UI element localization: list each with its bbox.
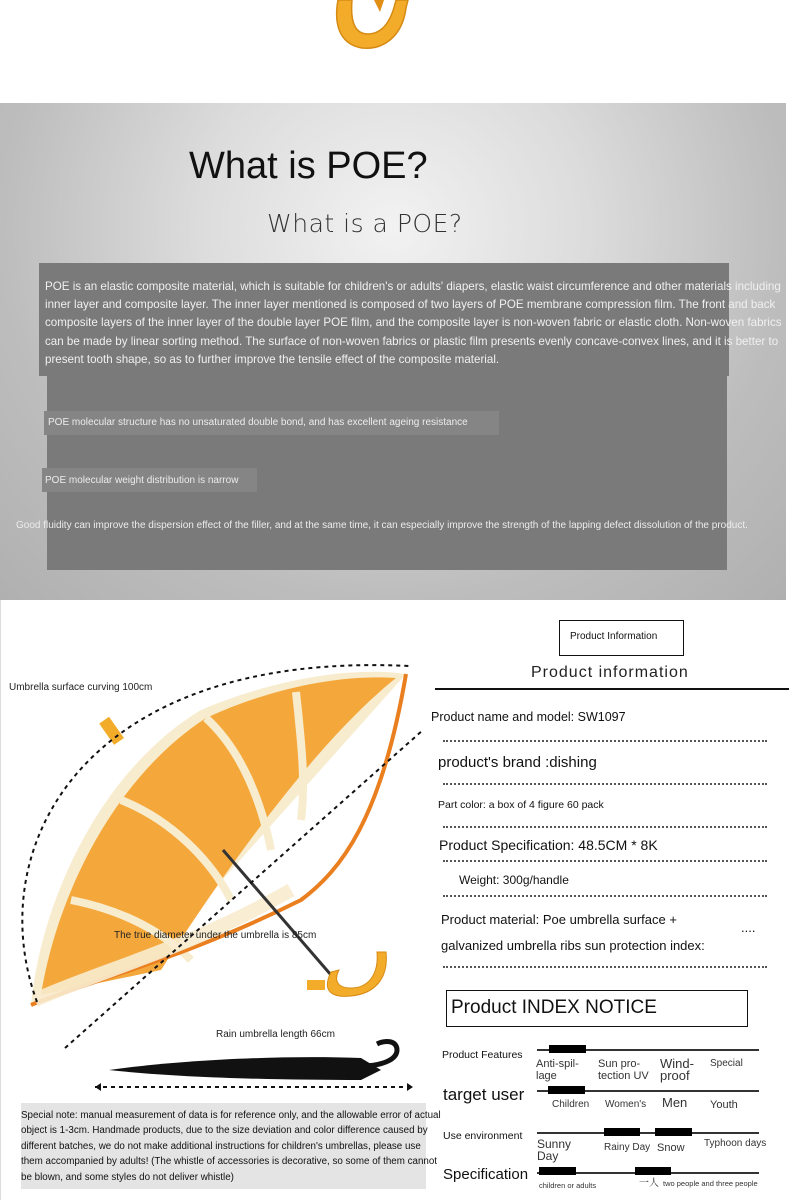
dotted-divider xyxy=(443,783,767,785)
index-option: two people and three people xyxy=(663,1179,758,1188)
dotted-divider xyxy=(443,966,767,968)
product-section xyxy=(0,600,790,1200)
index-row-line xyxy=(537,1132,759,1134)
index-option: Women's xyxy=(605,1099,647,1110)
poe-point-3: Good fluidity can improve the dispersion effect of the filler, and at the same time, it can especially improve the strength of the lapping defect dissolution of the product. xyxy=(16,520,748,531)
dotted-divider xyxy=(443,860,767,862)
index-option: Anti-spil- lage xyxy=(536,1058,579,1082)
umbrella-handle-image xyxy=(320,0,420,60)
index-row-label: Use environment xyxy=(443,1130,523,1142)
spec-brand: product's brand :dishing xyxy=(438,754,597,771)
spec-material-line1: Product material: Poe umbrella surface + xyxy=(441,912,677,927)
spec-name-model: Product name and model: SW1097 xyxy=(431,710,626,724)
index-selected-marker xyxy=(604,1128,640,1136)
index-row-label: target user xyxy=(443,1085,525,1104)
index-row-label: Product Features xyxy=(442,1049,523,1061)
index-notice-title: Product INDEX NOTICE xyxy=(451,997,657,1018)
index-option: Men xyxy=(662,1095,688,1110)
heading-rule xyxy=(435,688,789,690)
index-option: children or adults xyxy=(539,1181,597,1190)
spec-weight: Weight: 300g/handle xyxy=(459,873,569,887)
index-option: 一人 xyxy=(639,1178,659,1189)
top-strip xyxy=(0,0,790,103)
spec-part-color: Part color: a box of 4 figure 60 pack xyxy=(438,799,604,811)
index-row-label: Specification xyxy=(443,1166,529,1183)
product-info-box-label: Product Information xyxy=(570,631,658,642)
index-option: Typhoon days xyxy=(704,1138,767,1149)
index-option: Snow xyxy=(657,1142,685,1154)
diameter-label: The true diameter under the umbrella is 85cm xyxy=(114,930,317,941)
spec-specification: Product Specification: 48.5CM * 8K xyxy=(439,837,658,853)
dotted-divider xyxy=(443,895,767,897)
poe-point-1: POE molecular structure has no unsaturated double bond, and has excellent ageing resistance xyxy=(48,417,468,428)
index-selected-marker xyxy=(539,1167,576,1175)
special-note: Special note: manual measurement of data is for reference only, and the allowable error of actual object is 1-3cm. Handmade products, due to the size deviation and color difference caused by different batches, we do not make additional instructions for children's umbrellas, please use them accompanied by adults! (The whistle of accessories is decorative, so some of them cannot be blown, and some styles do not deliver whistle) xyxy=(21,1110,441,1183)
index-selected-marker xyxy=(635,1167,671,1175)
dotted-divider xyxy=(443,740,767,742)
index-option: Sunny Day xyxy=(537,1137,572,1163)
length-label: Rain umbrella length 66cm xyxy=(216,1029,335,1040)
product-info-heading: Product information xyxy=(531,664,689,681)
poe-description: POE is an elastic composite material, which is suitable for children's or adults' diapers, elastic waist circumference and other materials including inner layer and composite layer. The inner layer mentioned is composed of two layers of POE membrane compression film. The front and back composite layers of the inner layer of the double layer POE film, and the composite layer is non-woven fabric or elastic cloth. Non-woven fabrics can be made by linear sorting method. The surface of non-woven fabrics or plastic film presents evenly concave-convex lines, and it is better to present tooth shape, so as to further improve the tensile effect of the composite material. xyxy=(45,280,782,366)
index-option: Youth xyxy=(710,1099,738,1111)
index-option: Rainy Day xyxy=(604,1142,651,1153)
index-selected-marker xyxy=(655,1128,692,1136)
index-option: Sun pro- tection UV xyxy=(598,1058,649,1082)
surface-curve-label: Umbrella surface curving 100cm xyxy=(9,682,153,693)
index-option: Special xyxy=(710,1058,743,1069)
umbrella-illustration xyxy=(1,600,433,1100)
poe-point-2: POE molecular weight distribution is narrow xyxy=(45,475,239,486)
index-option: Children xyxy=(552,1099,590,1110)
poe-title: What is POE? xyxy=(189,145,428,187)
index-selected-marker xyxy=(548,1086,585,1094)
spec-material-line2: galvanized umbrella ribs sun protection index: xyxy=(441,938,705,953)
poe-section xyxy=(0,103,786,600)
index-selected-marker xyxy=(549,1045,586,1053)
spec-material-more: .... xyxy=(741,920,756,935)
index-option: Wind- proof xyxy=(660,1056,694,1083)
dotted-divider xyxy=(443,826,767,828)
poe-subtitle: What is a POE? xyxy=(267,209,463,238)
